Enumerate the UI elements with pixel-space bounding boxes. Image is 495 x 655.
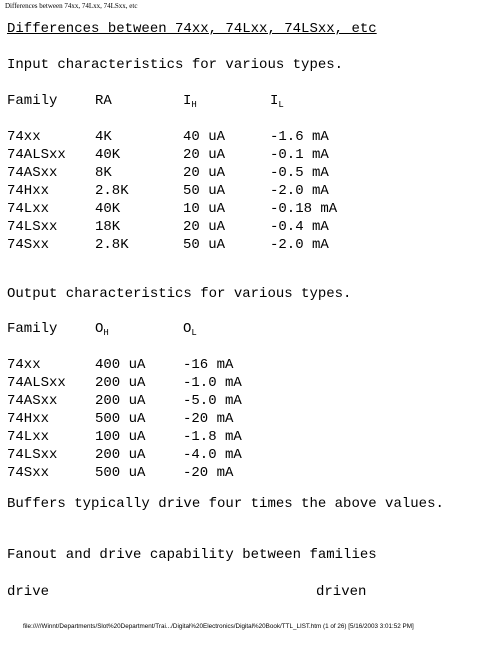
cell-oh: 500 uA <box>95 411 146 427</box>
fanout-heading: Fanout and drive capability between families <box>7 547 377 563</box>
cell-ra: 2.8K <box>95 237 129 253</box>
buffers-note: Buffers typically drive four times the above values. <box>7 496 444 512</box>
cell-ra: 8K <box>95 165 112 181</box>
cell-ih: 20 uA <box>183 165 226 181</box>
table-row <box>7 374 487 392</box>
table-row <box>7 446 487 464</box>
page-title: Differences between 74xx, 74Lxx, 74LSxx, etc <box>7 21 377 37</box>
table-row <box>7 464 487 482</box>
cell-oh: 200 uA <box>95 375 146 391</box>
cell-ol: -5.0 mA <box>183 393 242 409</box>
col-ih: $I_H$ <box>183 93 197 110</box>
cell-ol: -4.0 mA <box>183 447 242 463</box>
col-family: Family <box>7 93 58 109</box>
cell-ih: 40 uA <box>183 129 226 145</box>
cell-il: -0.5 mA <box>270 165 329 181</box>
table-row <box>7 164 487 182</box>
table-row <box>7 128 487 146</box>
cell-oh: 400 uA <box>95 357 146 373</box>
cell-il: -2.0 mA <box>270 237 329 253</box>
input-table-header <box>7 92 487 110</box>
cell-oh: 200 uA <box>95 447 146 463</box>
cell-ih: 50 uA <box>183 237 226 253</box>
col-drive: drive <box>7 584 50 600</box>
cell-ra: 2.8K <box>95 183 129 199</box>
cell-family: 74Sxx <box>7 237 50 253</box>
cell-ol: -16 mA <box>183 357 234 373</box>
col-oh: $O_H$ <box>95 321 109 338</box>
cell-ih: 10 uA <box>183 201 226 217</box>
cell-il: -2.0 mA <box>270 183 329 199</box>
browser-print-header: Differences between 74xx, 74Lxx, 74LSxx, etc <box>5 2 138 10</box>
table-row <box>7 218 487 236</box>
cell-family: 74Lxx <box>7 429 50 445</box>
output-heading: Output characteristics for various types. <box>7 286 352 302</box>
table-row <box>7 356 487 374</box>
cell-ih: 20 uA <box>183 219 226 235</box>
cell-family: 74LSxx <box>7 447 58 463</box>
cell-family: 74LSxx <box>7 219 58 235</box>
input-heading: Input characteristics for various types. <box>7 57 344 73</box>
browser-print-footer: file://///Winnt/Departments/Slot%20Department/Trai.../Digital%20Electronics/Digital%20Book/TTL_LIST.htm (1 of 26) [5/16/2003 3:01:52 PM] <box>23 623 414 630</box>
table-row <box>7 146 487 164</box>
table-row <box>7 392 487 410</box>
cell-il: -0.1 mA <box>270 147 329 163</box>
cell-family: 74Sxx <box>7 465 50 481</box>
cell-ol: -20 mA <box>183 465 234 481</box>
cell-family: 74Lxx <box>7 201 50 217</box>
table-row <box>7 182 487 200</box>
cell-il: -0.18 mA <box>270 201 338 217</box>
cell-ol: -1.0 mA <box>183 375 242 391</box>
cell-oh: 100 uA <box>95 429 146 445</box>
cell-family: 74ALSxx <box>7 147 66 163</box>
cell-il: -0.4 mA <box>270 219 329 235</box>
col-family: Family <box>7 321 58 337</box>
table-row <box>7 200 487 218</box>
cell-family: 74Hxx <box>7 183 50 199</box>
cell-family: 74xx <box>7 129 41 145</box>
cell-ra: 18K <box>95 219 121 235</box>
table-row <box>7 410 487 428</box>
cell-ih: 50 uA <box>183 183 226 199</box>
cell-family: 74Hxx <box>7 411 50 427</box>
output-table-header <box>7 320 487 338</box>
cell-ra: 40K <box>95 147 121 163</box>
table-row <box>7 236 487 254</box>
col-ol: $O_L$ <box>183 321 197 338</box>
cell-family: 74xx <box>7 357 41 373</box>
table-row <box>7 428 487 446</box>
col-driven: driven <box>316 584 367 600</box>
cell-il: -1.6 mA <box>270 129 329 145</box>
cell-family: 74ASxx <box>7 165 58 181</box>
col-il: $I_L$ <box>270 93 284 110</box>
cell-oh: 500 uA <box>95 465 146 481</box>
cell-ra: 4K <box>95 129 112 145</box>
cell-oh: 200 uA <box>95 393 146 409</box>
cell-ol: -20 mA <box>183 411 234 427</box>
fanout-columns <box>7 583 487 601</box>
cell-family: 74ASxx <box>7 393 58 409</box>
cell-family: 74ALSxx <box>7 375 66 391</box>
col-ra: RA <box>95 93 112 109</box>
cell-ol: -1.8 mA <box>183 429 242 445</box>
cell-ih: 20 uA <box>183 147 226 163</box>
cell-ra: 40K <box>95 201 121 217</box>
